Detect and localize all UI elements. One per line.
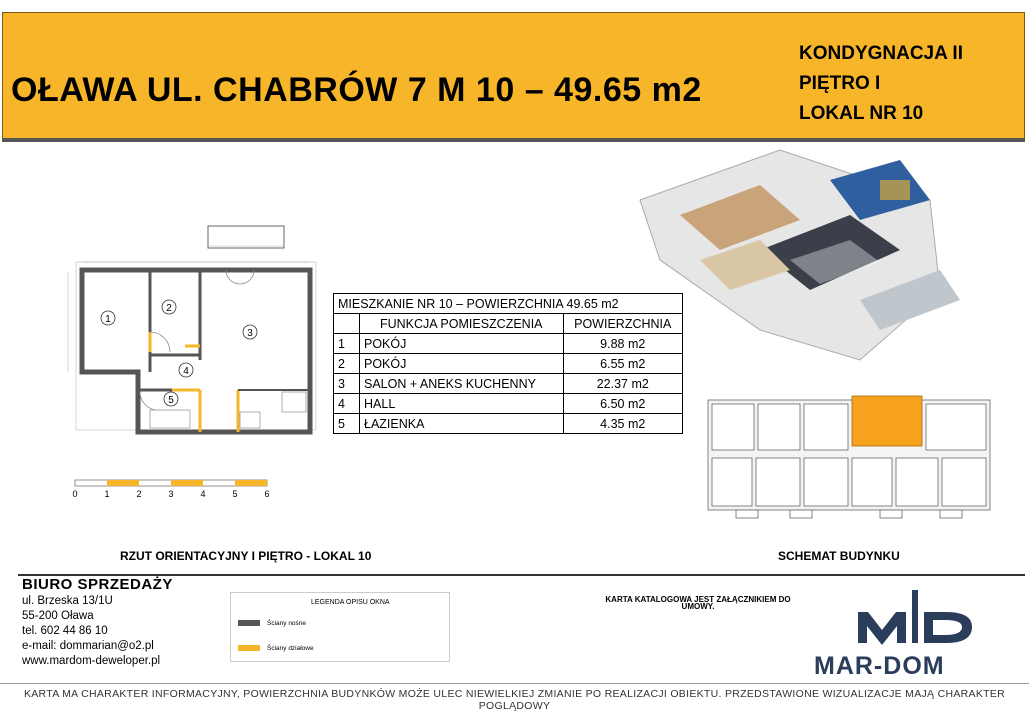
- table-row: [334, 374, 683, 394]
- office-web[interactable]: www.mardom-deweloper.pl: [22, 655, 161, 667]
- building-schema: [708, 396, 990, 518]
- legend-partition-walls: Ściany działowe: [267, 645, 314, 652]
- table-row: [334, 354, 683, 374]
- divider: [0, 683, 1029, 684]
- floor-label: PIĘTRO I: [799, 73, 881, 94]
- office-street: ul. Brzeska 13/1U: [22, 595, 113, 607]
- room-number: 1: [105, 314, 111, 325]
- row-name: SALON + ANEKS KUCHENNY: [360, 374, 564, 394]
- table-title: MIESZKANIE NR 10 – POWIERZCHNIA 49.65 m2: [334, 294, 683, 314]
- unit-label: LOKAL NR 10: [799, 103, 924, 124]
- building-caption: SCHEMAT BUDYNKU: [778, 549, 900, 563]
- office-phone: tel. 602 44 86 10: [22, 625, 108, 637]
- legend-bearing-walls: Ściany nośne: [267, 620, 307, 627]
- legend-title: LEGENDA OPISU OKNA: [311, 599, 390, 606]
- row-area: 9.88 m2: [563, 334, 683, 354]
- table-row: [334, 394, 683, 414]
- row-area: 6.50 m2: [563, 394, 683, 414]
- office-email[interactable]: e-mail: dommarian@o2.pl: [22, 640, 154, 652]
- room-number: 5: [168, 395, 174, 406]
- row-area: 22.37 m2: [563, 374, 683, 394]
- catalog-note-title: KARTA KATALOGOWA JEST ZAŁĄCZNIKIEM DO UMOWY.: [605, 595, 791, 611]
- table-row: [334, 414, 683, 434]
- window-legend: [230, 592, 450, 662]
- row-name: POKÓJ: [360, 334, 564, 354]
- row-name: HALL: [360, 394, 564, 414]
- office-city: 55-200 Oława: [22, 610, 94, 622]
- disclaimer: KARTA MA CHARAKTER INFORMACYJNY, POWIERZCHNIA BUDYNKÓW MOŻE ULEC NIEWIELKIEJ ZMIANIE PO REALIZACJI OBIEKTU. PRZEDSTAWIONE WIZUALIZACJE MAJĄ CHARAKTER POGLĄDOWY: [23, 688, 1006, 712]
- row-name: POKÓJ: [360, 354, 564, 374]
- floor-plan: [68, 226, 316, 432]
- scale-tick: 1: [104, 489, 110, 499]
- room-number: 4: [183, 366, 189, 377]
- row-number: 3: [334, 374, 360, 394]
- table-row: [334, 334, 683, 354]
- row-number: 2: [334, 354, 360, 374]
- logo-text: MAR-DOM: [814, 652, 945, 680]
- table-header-area: POWIERZCHNIA: [563, 314, 683, 334]
- table-header-num: [334, 314, 360, 334]
- row-number: 1: [334, 334, 360, 354]
- scale-tick: 6: [264, 489, 270, 499]
- plan-caption: RZUT ORIENTACYJNY I PIĘTRO - LOKAL 10: [120, 549, 372, 563]
- scale-tick: 3: [168, 489, 174, 499]
- table-header-function: FUNKCJA POMIESZCZENIA: [360, 314, 564, 334]
- page-title: OŁAWA UL. CHABRÓW 7 M 10 – 49.65 m2: [11, 71, 702, 109]
- row-name: ŁAZIENKA: [360, 414, 564, 434]
- office-title: BIURO SPRZEDAŻY: [22, 576, 173, 593]
- scale-tick: 0: [72, 489, 78, 499]
- scale-bar: [72, 480, 269, 499]
- level-label: KONDYGNACJA II: [799, 43, 963, 64]
- room-number: 3: [247, 328, 253, 339]
- row-area: 6.55 m2: [563, 354, 683, 374]
- catalog-note: [598, 596, 798, 613]
- row-number: 4: [334, 394, 360, 414]
- scale-tick: 5: [232, 489, 238, 499]
- apartment-3d-visualization: [640, 150, 960, 360]
- room-area-table: [333, 293, 683, 434]
- row-area: 4.35 m2: [563, 414, 683, 434]
- scale-tick: 4: [200, 489, 206, 499]
- company-logo: [812, 604, 1022, 680]
- sales-office: [22, 577, 173, 669]
- row-number: 5: [334, 414, 360, 434]
- room-number: 2: [166, 303, 172, 314]
- scale-tick: 2: [136, 489, 142, 499]
